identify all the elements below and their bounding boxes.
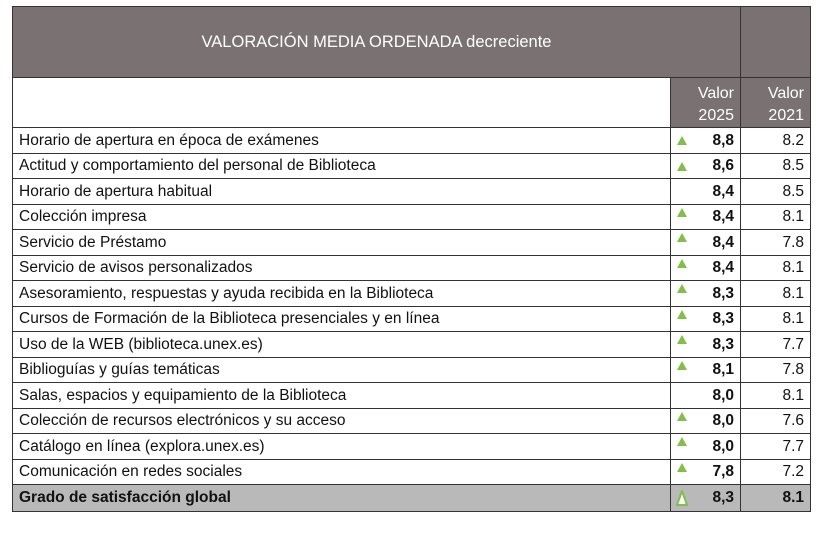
row-value-2025 — [671, 408, 741, 434]
header-row — [13, 78, 811, 128]
value-2025: 8,1 — [712, 361, 735, 378]
row-label: Comunicación en redes sociales — [13, 459, 671, 485]
total-row — [13, 485, 811, 512]
value-2025: 8,6 — [712, 157, 735, 174]
row-value-2021: 7.7 — [741, 434, 811, 460]
table-row — [13, 332, 811, 358]
value-2025: 8,8 — [712, 131, 735, 149]
header-valor-2025 — [671, 78, 741, 128]
row-label: Uso de la WEB (biblioteca.unex.es) — [13, 332, 671, 358]
row-value-2021: 7.6 — [741, 408, 811, 434]
table-row — [13, 255, 811, 281]
value-2025: 8,4 — [712, 182, 735, 200]
up-triangle-icon — [677, 310, 687, 319]
row-label: Servicio de Préstamo — [13, 230, 671, 256]
row-label: Servicio de avisos personalizados — [13, 255, 671, 281]
row-value-2021: 8.2 — [741, 128, 811, 154]
row-value-2021: 7.8 — [741, 357, 811, 383]
row-value-2021: 8.1 — [741, 306, 811, 332]
up-triangle-outline-icon — [676, 490, 688, 506]
up-triangle-icon — [677, 136, 687, 145]
row-label: Salas, espacios y equipamiento de la Biblioteca — [13, 383, 671, 409]
row-value-2021: 8.1 — [741, 281, 811, 307]
table-row — [13, 179, 811, 205]
table-row — [13, 383, 811, 409]
title-row — [13, 7, 811, 78]
row-label: Colección impresa — [13, 204, 671, 230]
up-triangle-icon — [677, 463, 687, 472]
row-value-2021: 8.5 — [741, 153, 811, 179]
row-value-2021: 8.1 — [741, 255, 811, 281]
table-row — [13, 204, 811, 230]
table-row — [13, 306, 811, 332]
up-triangle-icon — [677, 233, 687, 242]
value-2025: 8,0 — [712, 386, 735, 404]
row-value-2025 — [671, 306, 741, 332]
up-triangle-icon — [677, 335, 687, 344]
row-value-2021: 7.7 — [741, 332, 811, 358]
table-row — [13, 357, 811, 383]
header-2025-line1: Valor — [697, 85, 735, 102]
row-value-2025 — [671, 128, 741, 154]
row-value-2025 — [671, 357, 741, 383]
value-2025: 8,0 — [712, 412, 735, 429]
row-value-2021: 8.1 — [741, 204, 811, 230]
value-2025: 7,8 — [712, 463, 735, 480]
value-2025: 8,4 — [712, 259, 735, 276]
table-row — [13, 230, 811, 256]
table-row — [13, 408, 811, 434]
header-valor-2021 — [741, 78, 811, 128]
row-value-2025 — [671, 179, 741, 205]
table-row — [13, 128, 811, 154]
table-row — [13, 281, 811, 307]
up-triangle-icon — [677, 284, 687, 293]
row-value-2025 — [671, 383, 741, 409]
row-value-2021: 7.8 — [741, 230, 811, 256]
table-title: VALORACIÓN MEDIA ORDENADA decreciente — [13, 7, 741, 78]
table-row — [13, 459, 811, 485]
value-2025: 8,3 — [712, 335, 735, 353]
header-2021-line1: Valor — [767, 85, 805, 102]
row-value-2025 — [671, 434, 741, 460]
title-blank-cell — [741, 7, 811, 78]
row-value-2025 — [671, 281, 741, 307]
row-value-2025 — [671, 153, 741, 179]
row-label: Horario de apertura habitual — [13, 179, 671, 205]
row-label: Biblioguías y guías temáticas — [13, 357, 671, 383]
row-label: Asesoramiento, respuestas y ayuda recibida en la Biblioteca — [13, 281, 671, 307]
header-blank-cell — [13, 78, 671, 128]
up-triangle-icon — [677, 437, 687, 446]
row-value-2021: 8.1 — [741, 383, 811, 409]
value-2025: 8,0 — [712, 437, 735, 455]
table-row — [13, 153, 811, 179]
total-2025-text: 8,3 — [712, 489, 735, 507]
row-label: Colección de recursos electrónicos y su acceso — [13, 408, 671, 434]
row-label: Horario de apertura en época de exámenes — [13, 128, 671, 154]
value-2025: 8,4 — [712, 208, 735, 225]
value-2025: 8,3 — [712, 284, 735, 302]
row-value-2025 — [671, 230, 741, 256]
row-label: Catálogo en línea (explora.unex.es) — [13, 434, 671, 460]
row-label: Actitud y comportamiento del personal de Biblioteca — [13, 153, 671, 179]
row-value-2025 — [671, 255, 741, 281]
header-2021-line2: 2021 — [768, 107, 805, 124]
value-2025: 8,3 — [712, 310, 735, 327]
up-triangle-icon — [677, 412, 687, 421]
total-value-2025 — [671, 485, 741, 512]
header-2025-line2: 2025 — [698, 107, 735, 124]
up-triangle-icon — [677, 361, 687, 370]
up-triangle-icon — [677, 259, 687, 268]
value-2025: 8,4 — [712, 233, 735, 251]
up-triangle-icon — [677, 162, 687, 171]
row-value-2025 — [671, 332, 741, 358]
up-triangle-icon — [677, 208, 687, 217]
table-row — [13, 434, 811, 460]
row-value-2021: 7.2 — [741, 459, 811, 485]
row-label: Cursos de Formación de la Biblioteca presenciales y en línea — [13, 306, 671, 332]
total-value-2021: 8.1 — [741, 485, 811, 512]
row-value-2021: 8.5 — [741, 179, 811, 205]
total-label: Grado de satisfacción global — [13, 485, 671, 512]
row-value-2025 — [671, 204, 741, 230]
row-value-2025 — [671, 459, 741, 485]
ratings-table — [12, 6, 810, 512]
